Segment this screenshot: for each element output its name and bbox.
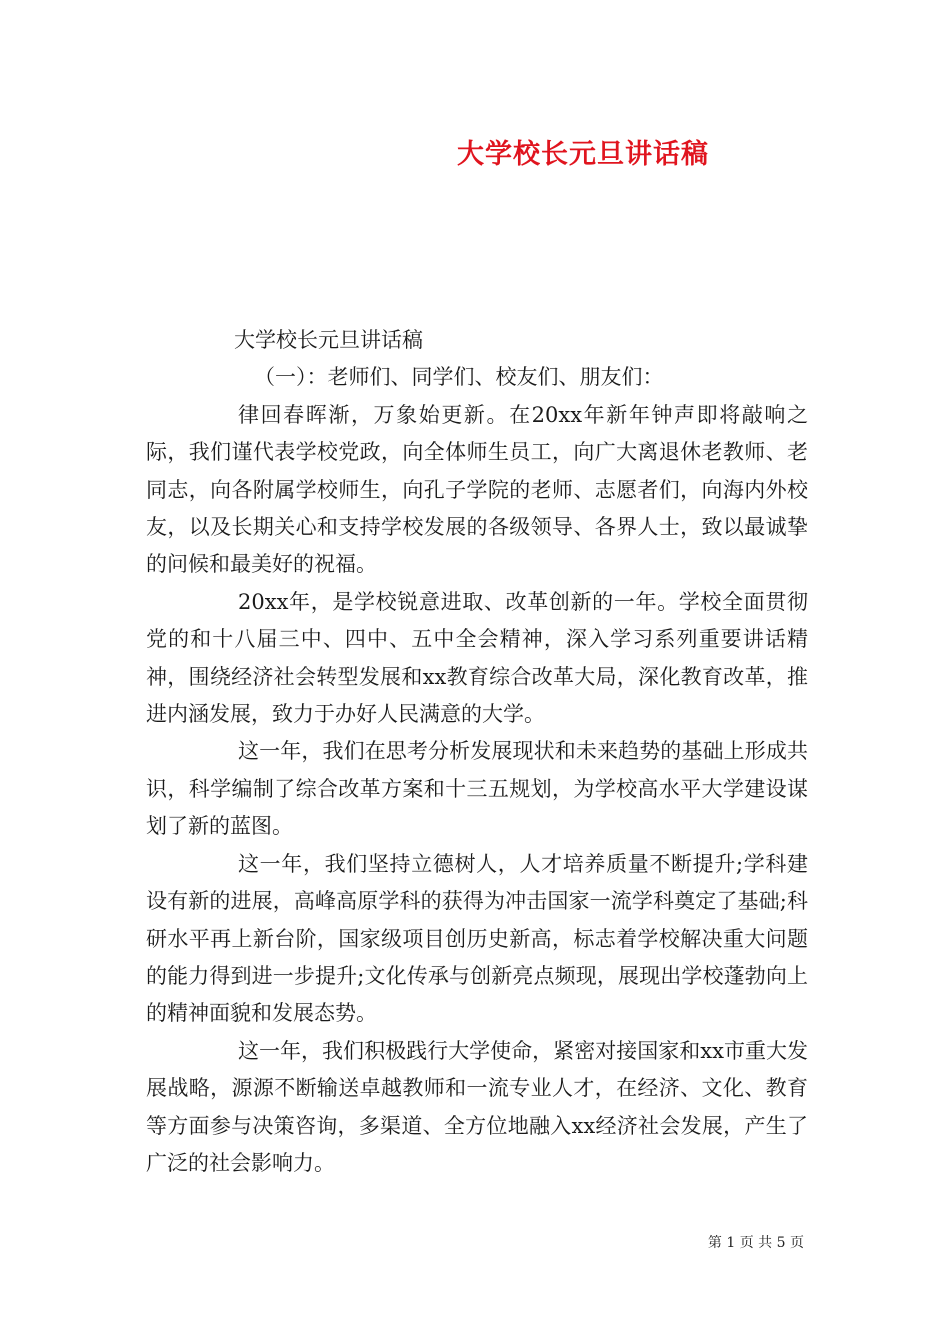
salutation: （一）：老师们、同学们、校友们、朋友们： [254, 365, 664, 390]
paragraph-3: 这一年，我们在思考分析发展现状和未来趋势的基础上形成共识，科学编制了综合改革方案和十三五规划，为学校高水平大学建设谋划了新的蓝图。 [146, 739, 808, 839]
paragraph-2: 20xx年，是学校锐意进取、改革创新的一年。学校全面贯彻党的和十八届三中、四中、五中全会精神，深入学习系列重要讲话精神，围绕经济社会转型发展和xx教育综合改革大局，深化教育改革，推进内涵发展，致力于办好人民满意的大学。 [146, 589, 808, 727]
paragraph-1: 律回春晖渐，万象始更新。在20xx年新年钟声即将敲响之际，我们谨代表学校党政，向全体师生员工，向广大离退休老教师、老同志，向各附属学校师生，向孔子学院的老师、志愿者们，向海内外校友，以及长期关心和支持学校发展的各级领导、各界人士，致以最诚挚的问候和最美好的祝福。 [146, 402, 808, 577]
document-heading: 大学校长元旦讲话稿 [234, 328, 423, 352]
paragraph-5: 这一年，我们积极践行大学使命，紧密对接国家和xx市重大发展战略，源源不断输送卓越教师和一流专业人才，在经济、文化、教育等方面参与决策咨询，多渠道、全方位地融入xx经济社会发展，产生了广泛的社会影响力。 [146, 1038, 808, 1175]
page-title: 大学校长元旦讲话稿 [457, 139, 709, 170]
document-body [146, 322, 808, 1182]
paragraph-4: 这一年，我们坚持立德树人，人才培养质量不断提升;学科建设有新的进展，高峰高原学科的获得为冲击国家一流学科奠定了基础;科研水平再上新台阶，国家级项目创历史新高，标志着学校解决重大问题的能力得到进一步提升;文化传承与创新亮点频现，展现出学校蓬勃向上的精神面貌和发展态势。 [146, 851, 808, 1026]
page-number: 第 1 页 共 5 页 [707, 1235, 804, 1251]
